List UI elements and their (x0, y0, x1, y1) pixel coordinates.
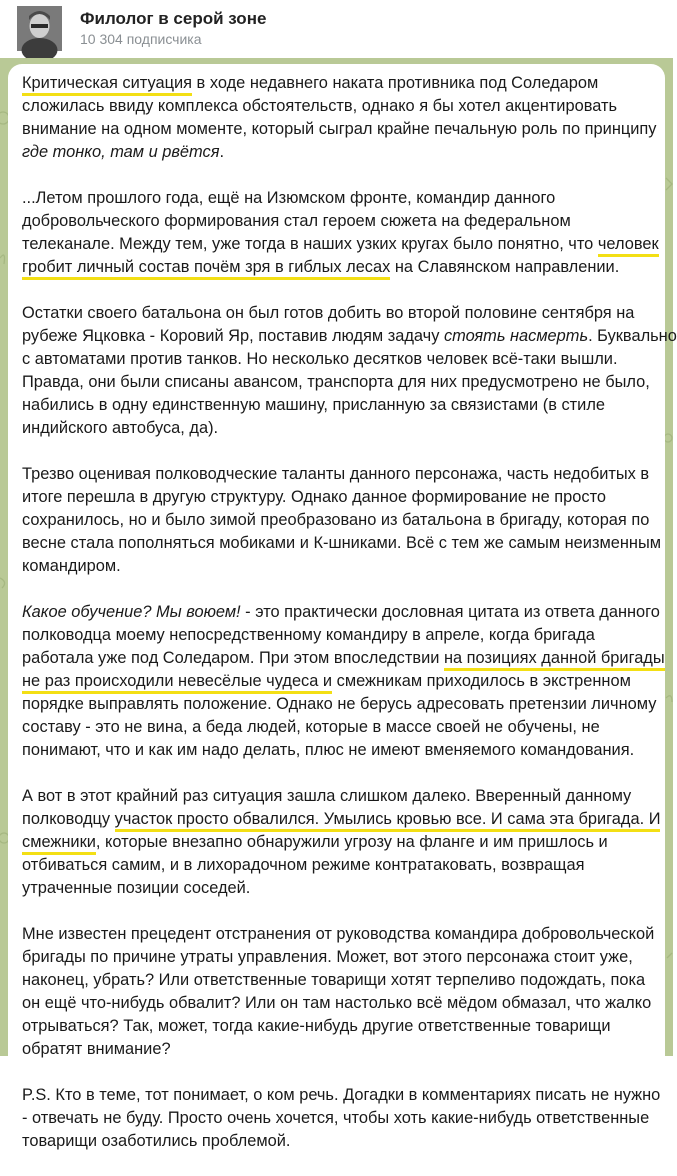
text-line: бригады по причине утраты управления. Может, вот этого персонажа стоит уже, (22, 948, 633, 966)
subscriber-count: 10 304 подписчика (80, 31, 202, 47)
text-line: обратят внимание? (22, 1040, 171, 1058)
highlighted-text: участок просто обвалился. Умылись кровью все. И сама эта бригада. И (115, 810, 661, 832)
text-line: составу - это не вина, а беда людей, которые в массе своей не обучены, не (22, 718, 600, 736)
text-fragment: смежникам приходилось в экстренном (332, 672, 631, 690)
text-line: он ещё что-нибудь обвалит? Или он там настолько всё мёдом обмазал, что жалко (22, 994, 652, 1012)
text-line: отбиваться самим, и в лихорадочном режиме контратаковать, возвращая (22, 856, 585, 874)
text-line: - отвечать не буду. Просто очень хочется, чтобы хоть какие-нибудь ответственные (22, 1109, 650, 1127)
italic-text: стоять насмерть (443, 327, 589, 345)
highlighted-text: не раз происходили невесёлые чудеса и (22, 672, 332, 694)
text-line: ...Летом прошлого года, ещё на Изюмском фронте, командир данного (22, 189, 556, 207)
text-line (22, 233, 659, 256)
text-line: наконец, убрать? Или ответственные товарищи хотят терпеливо подождать, пока (22, 971, 646, 989)
text-line (22, 141, 655, 164)
text-line: командиром. (22, 557, 121, 575)
highlighted-text: гробит личный состав почём зря в гиблых лесах (22, 258, 390, 280)
highlighted-text: смежники (22, 833, 96, 855)
highlighted-text: Критическая ситуация (22, 74, 192, 96)
text-line: сложилась ввиду комплекса обстоятельств, однако я бы хотел акцентировать (22, 97, 618, 115)
text-line: набились в одну единственную машину, присланную за связистами (в стиле (22, 396, 606, 414)
text-line: добровольческого формирования стал героем сюжета на федеральном (22, 212, 571, 230)
text-line: отрываться? Так, может, тогда какие-нибудь другие ответственные товарищи (22, 1017, 611, 1035)
text-line: индийского автобуса, да). (22, 419, 219, 437)
highlighted-text: на позициях данной бригады (444, 649, 665, 671)
paragraph-8 (22, 1084, 661, 1153)
italic-text: Какое обучение? Мы воюем! (22, 603, 241, 621)
text-fragment: телеканале. Между тем, уже тогда в наших узких кругах было понятно, что (22, 235, 598, 253)
text-line (22, 325, 677, 348)
italic-text: где тонко, там и рвётся (22, 143, 220, 161)
text-line (22, 72, 655, 95)
text-fragment: . (219, 143, 225, 161)
text-fragment: работала уже под Соледаром. При этом впоследствии (22, 649, 444, 667)
text-fragment: в ходе недавнего наката противника под Соледаром (192, 74, 599, 92)
channel-name[interactable]: Филолог в серой зоне (80, 9, 267, 28)
text-line: Трезво оценивая полководческие таланты данного персонажа, часть недобитых в (22, 465, 650, 483)
paragraph-6 (22, 785, 661, 900)
channel-avatar-icon[interactable] (17, 6, 62, 51)
text-line (22, 808, 661, 831)
chat-background (0, 58, 677, 1150)
text-line: весне стала пополняться мобиками и К-шниками. Всё с тем же самым неизменным (22, 534, 662, 552)
post-bubble (8, 64, 677, 1150)
highlighted-text: человек (598, 235, 659, 257)
text-line: Остатки своего батальона он был готов добить во второй половине сентября на (22, 304, 635, 322)
text-fragment: рубеже Яцковка - Коровий Яр, поставив людям задачу (22, 327, 444, 345)
channel-header[interactable] (0, 0, 673, 58)
text-fragment: полководцу (22, 810, 115, 828)
text-line (22, 831, 655, 854)
text-line (22, 256, 655, 279)
paragraph-2 (22, 187, 659, 279)
text-line (22, 670, 655, 693)
text-line: Мне известен прецедент отстранения от руководства командира добровольческой (22, 925, 655, 943)
text-line: Правда, они были списаны авансом, транспорта для них предусмотрено не было, (22, 373, 650, 391)
text-fragment: на Славянском направлении. (390, 258, 620, 276)
paragraph-7 (22, 923, 655, 1061)
text-fragment: , которые внезапно обнаружили угрозу на фланге и им пришлось и (95, 833, 608, 851)
text-line: внимание на одном моменте, который сыграл крайне печальную роль по принципу (22, 120, 657, 138)
text-line: понимают, что и как им надо делать, плюс не имеют вменяемого командования. (22, 741, 635, 759)
paragraph-3 (22, 302, 677, 440)
text-line: товарищи озаботились проблемой. (22, 1132, 291, 1150)
text-line: P.S. Кто в теме, тот понимает, о ком речь. Догадки в комментариях писать не нужно (22, 1086, 661, 1104)
text-line: А вот в этот крайний раз ситуация зашла слишком далеко. Вверенный данному (22, 787, 632, 805)
paragraph-5 (22, 601, 665, 762)
text-fragment: - это практически дословная цитата из ответа данного (240, 603, 660, 621)
post-text (22, 72, 677, 1176)
text-line: с автоматами против танков. Но несколько десятков человек всё-таки вышли. (22, 350, 618, 368)
text-line (22, 601, 660, 624)
text-fragment: . Буквально (588, 327, 677, 345)
text-line (22, 647, 665, 670)
text-line: полководца моему непосредственному командиру в апреле, когда бригада (22, 626, 595, 644)
text-line: сохранилось, но и было зимой преобразовано из батальона в бригаду, которая по (22, 511, 650, 529)
text-line: порядке выправлять положение. Однако не берусь адресовать претензии личному (22, 695, 657, 713)
text-line: утраченные позиции соседей. (22, 879, 251, 897)
paragraph-1 (22, 72, 655, 164)
paragraph-4 (22, 463, 662, 578)
text-line: итоге перешла в другую структуру. Однако данное формирование не просто (22, 488, 607, 506)
